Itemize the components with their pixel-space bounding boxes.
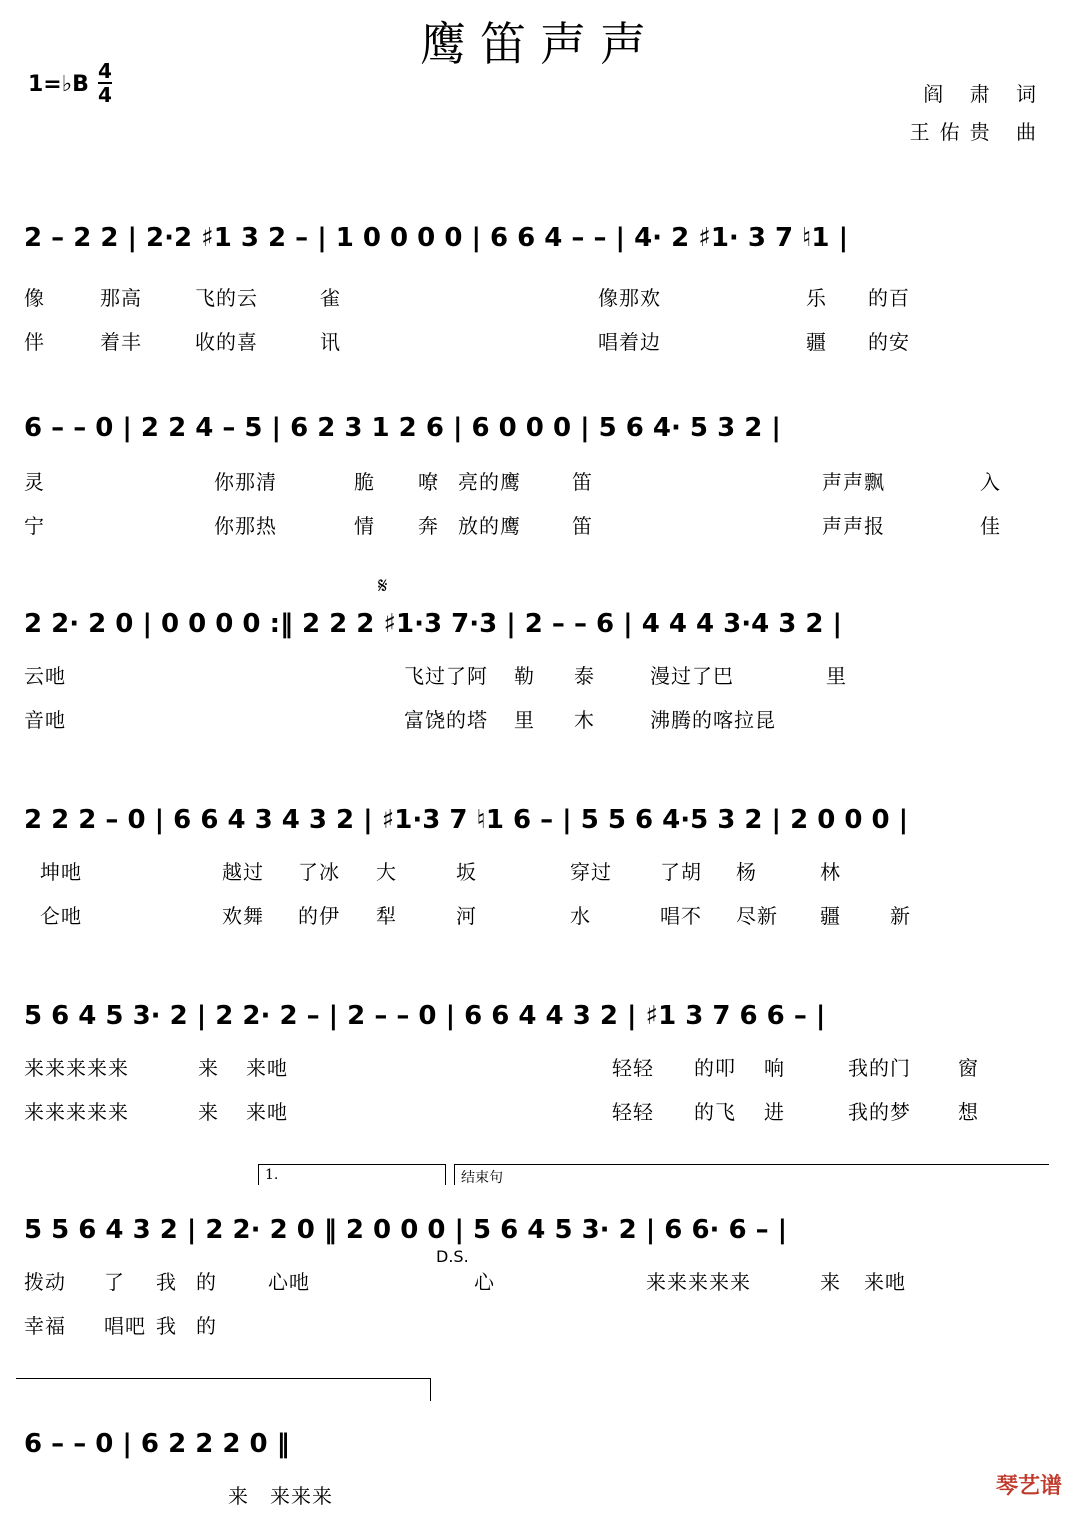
lyric-word: 了 [104,1270,125,1294]
lyric-word: 越过 [222,860,264,884]
lyric-word: 的飞 [694,1100,736,1124]
lyric-word: 嘹 [418,470,439,494]
notation-line-2 [0,370,1080,443]
lyric-word: 进 [764,1100,785,1124]
system-4 [0,762,1080,912]
lyric-word: 沸腾的喀拉昆 [650,708,776,732]
lyric-word: 的百 [868,286,910,310]
lyric-word: 我的梦 [848,1100,911,1124]
lyric-word: 心 [474,1270,495,1294]
notation-text: 5 6 4 5 3· 2 | 2 2· 2 – | 2 – – 0 | 6 6 4 4 3 2 | ♯1 3 7 6 6 – | [24,1001,826,1031]
notation-line-7 [0,1386,1080,1459]
lyric-word: 灵 [24,470,45,494]
lyric-word: 大 [376,860,397,884]
key-signature: 1=♭B [28,72,89,97]
lyric-word: 佳 [980,514,1001,538]
lyric-word: 仑吔 [40,904,82,928]
lyric-word: 来来来 [270,1484,333,1508]
system-6 [0,1172,1080,1322]
lyric-word: 唱吧 [104,1314,146,1338]
lyric-word: 情 [354,514,375,538]
notation-text: 6 – – 0 | 6 2 2 2 0 ‖ [24,1429,290,1459]
lyric-word: 漫过了巴 [650,664,734,688]
lyric-word: 来来来来来 [24,1056,129,1080]
lyric-word: 响 [764,1056,785,1080]
lyric-word: 亮的鹰 [458,470,521,494]
lyric-word: 脆 [354,470,375,494]
lyric-word: 伴 [24,330,45,354]
lyric-word: 的叩 [694,1056,736,1080]
lyric-word: 来 [228,1484,249,1508]
notation-text: 2 – 2 2 | 2·2 ♯1 3 2 – | 1 0 0 0 0 | 6 6 4 – – | 4· 2 ♯1· 3 7 ♮1 | [24,223,849,253]
lyric-word: 新 [890,904,911,928]
lyric-word: 泰 [574,664,595,688]
lyric-word: 音吔 [24,708,66,732]
lyric-word: 的 [196,1270,217,1294]
notation-text: 6 – – 0 | 2 2 4 – 5 | 6 2 3 1 2 6 | 6 0 0 0 | 5 6 4· 5 3 2 | [24,413,781,443]
lyric-word: 入 [980,470,1001,494]
lyric-word: 宁 [24,514,45,538]
lyric-word: 疆 [820,904,841,928]
lyric-word: 富饶的塔 [404,708,488,732]
lyric-word: 穿过 [570,860,612,884]
lyric-word: 水 [570,904,591,928]
lyric-word: 收的喜 [195,330,258,354]
lyric-word: 想 [958,1100,979,1124]
lyric-word: 飞的云 [195,286,258,310]
system-1 [0,180,1080,330]
lyric-word: 来 [820,1270,841,1294]
lyric-word: 里 [826,664,847,688]
time-signature-top: 4 [98,59,112,83]
lyric-word: 唱着边 [598,330,661,354]
watermark-logo: 琴艺谱 [995,1474,1062,1499]
lyric-word: 拨动 [24,1270,66,1294]
lyric-word: 你那清 [214,470,277,494]
lyric-word: 云吔 [24,664,66,688]
lyric-word: 尽新 [736,904,778,928]
ending-label: 结束句 [461,1170,503,1186]
notation-line-4 [0,762,1080,835]
lyric-word: 来吔 [864,1270,906,1294]
ds-marker: D.S. [436,1247,469,1266]
lyric-word: 乐 [806,286,827,310]
segno-marker: 𝄋 [378,574,388,599]
lyric-word: 声声报 [822,514,885,538]
lyric-word: 飞过了阿 [404,664,488,688]
notation-text: 5 5 6 4 3 2 | 2 2· 2 0 ‖ 2 0 0 0 | 5 6 4 5 3· 2 | 6 6· 6 – | [24,1215,788,1245]
lyric-word: 来来来来来 [646,1270,751,1294]
lyric-word: 坤吔 [40,860,82,884]
lyric-word: 着丰 [100,330,142,354]
lyric-word: 放的鹰 [458,514,521,538]
notation-text: 2 2· 2 0 | 0 0 0 0 :‖ 2 2 2 ♯1·3 7·3 | 2 – – 6 | 4 4 4 3·4 3 2 | [24,609,843,639]
lyric-word: 河 [456,904,477,928]
lyric-word: 疆 [806,330,827,354]
lyric-word: 的安 [868,330,910,354]
lyric-word: 我的门 [848,1056,911,1080]
lyric-word: 里 [514,708,535,732]
lyric-word: 我 [156,1314,177,1338]
lyric-word: 来吔 [246,1100,288,1124]
lyric-word: 心吔 [268,1270,310,1294]
system-3 [0,566,1080,716]
lyric-word: 讯 [320,330,341,354]
lyric-word: 笛 [572,470,593,494]
lyric-word: 像那欢 [598,286,661,310]
composer: 王佑贵 曲 [909,120,1046,144]
lyric-word: 犁 [376,904,397,928]
lyric-word: 来来来来来 [24,1100,129,1124]
lyric-word: 奔 [418,514,439,538]
lyric-word: 轻轻 [612,1100,654,1124]
lyric-word: 笛 [572,514,593,538]
system-2 [0,370,1080,520]
lyric-word: 雀 [320,286,341,310]
lyric-word: 木 [574,708,595,732]
lyric-word: 窗 [958,1056,979,1080]
notation-line-5 [0,958,1080,1031]
lyric-word: 勒 [514,664,535,688]
notation-line-3 [0,566,1080,639]
lyric-word: 唱不 [660,904,702,928]
lyric-word: 来 [198,1100,219,1124]
volta-1-label: 1. [265,1167,279,1183]
time-signature [98,60,112,106]
lyric-word: 像 [24,286,45,310]
lyric-word: 来 [198,1056,219,1080]
lyric-word: 那高 [100,286,142,310]
lyric-word: 了冰 [298,860,340,884]
lyric-word: 杨 [736,860,757,884]
lyric-word: 的伊 [298,904,340,928]
time-signature-bottom: 4 [98,83,112,107]
notation-line-6 [0,1172,1080,1245]
notation-line-1 [0,180,1080,253]
notation-text: 2 2 2 – 0 | 6 6 4 3 4 3 2 | ♯1·3 7 ♮1 6 – | 5 5 6 4·5 3 2 | 2 0 0 0 | [24,805,909,835]
lyric-word: 欢舞 [222,904,264,928]
lyricist: 阎 肃 词 [923,82,1046,106]
lyric-word: 了胡 [660,860,702,884]
lyric-word: 我 [156,1270,177,1294]
lyric-word: 轻轻 [612,1056,654,1080]
system-5 [0,958,1080,1108]
lyric-word: 幸福 [24,1314,66,1338]
lyric-word: 你那热 [214,514,277,538]
lyric-word: 来吔 [246,1056,288,1080]
lyric-word: 声声飘 [822,470,885,494]
lyric-word: 坂 [456,860,477,884]
lyric-word: 林 [820,860,841,884]
lyric-word: 的 [196,1314,217,1338]
song-title: 鹰笛声声 [420,17,660,71]
